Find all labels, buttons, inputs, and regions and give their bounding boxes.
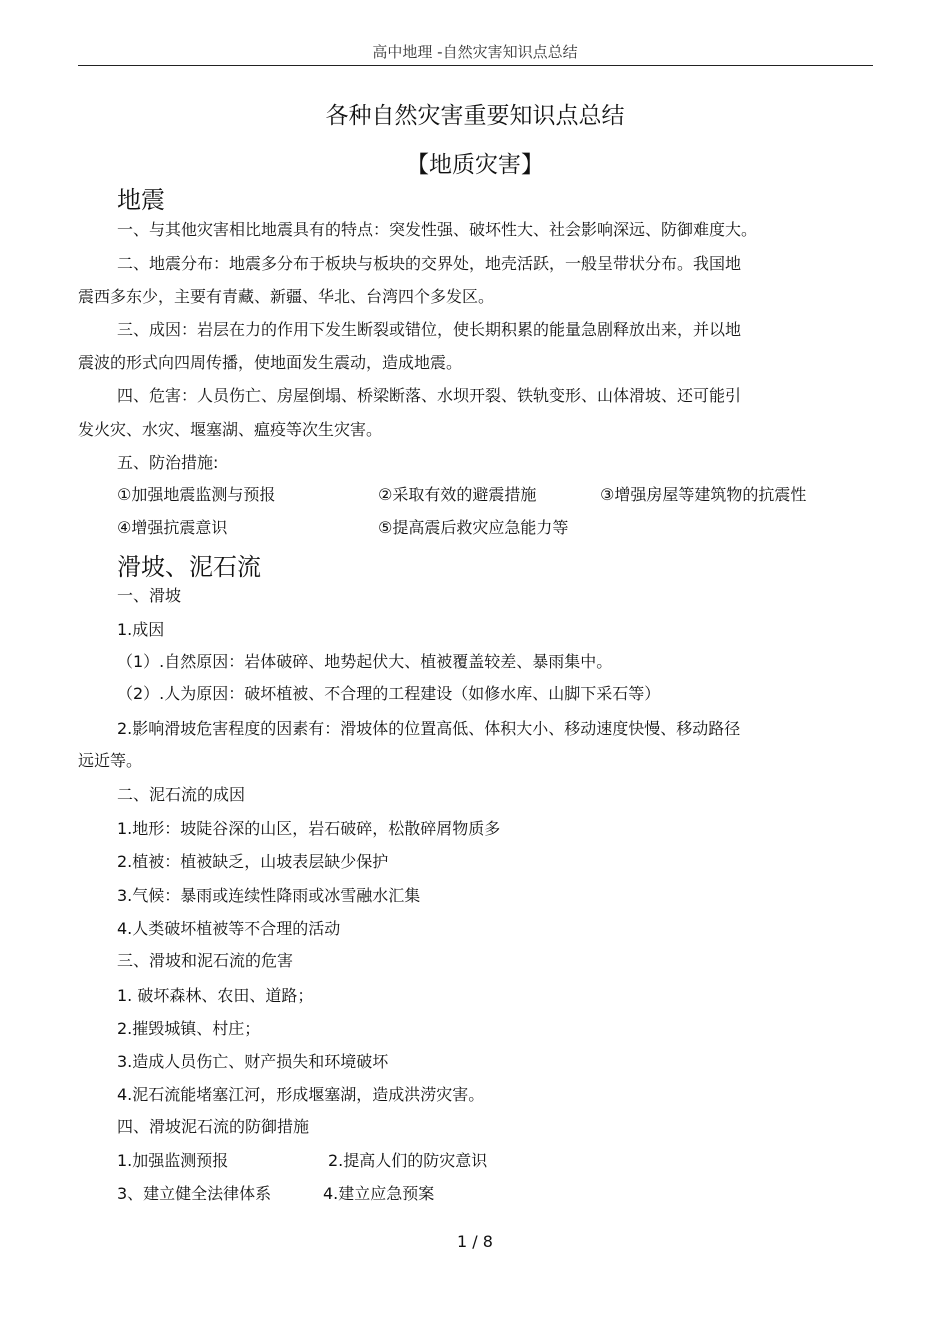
list-item: ①加强地震监测与预报 xyxy=(117,485,276,504)
paragraph: 二、地震分布：地震多分布于板块与板块的交界处，地壳活跃，一般呈带状分布。我国地 xyxy=(117,254,742,273)
paragraph: 一、滑坡 xyxy=(117,586,182,605)
page-number: 1 / 8 xyxy=(457,1232,493,1251)
paragraph: 震波的形式向四周传播，使地面发生震动，造成地震。 xyxy=(78,353,463,372)
heading-landslide: 滑坡、泥石流 xyxy=(117,553,261,581)
list-item: 1.加强监测预报 xyxy=(117,1151,229,1170)
list-item: 1. 破坏森林、农田、道路； xyxy=(117,986,314,1005)
paragraph: 远近等。 xyxy=(78,751,143,770)
list-item: ②采取有效的避震措施 xyxy=(378,485,537,504)
paragraph: 发火灾、水灾、堰塞湖、瘟疫等次生灾害。 xyxy=(78,420,383,439)
paragraph: （2）.人为原因：破坏植被、不合理的工程建设（如修水库、山脚下采石等） xyxy=(117,684,661,703)
list-item: 3.造成人员伤亡、财产损失和环境破坏 xyxy=(117,1052,389,1071)
paragraph: 四、危害：人员伤亡、房屋倒塌、桥梁断落、水坝开裂、铁轨变形、山体滑坡、还可能引 xyxy=(117,386,742,405)
paragraph: 2.影响滑坡危害程度的因素有：滑坡体的位置高低、体积大小、移动速度快慢、移动路径 xyxy=(117,719,741,738)
list-item: 1.地形：坡陡谷深的山区，岩石破碎，松散碎屑物质多 xyxy=(117,819,501,838)
list-item: 4.泥石流能堵塞江河，形成堰塞湖，造成洪涝灾害。 xyxy=(117,1085,485,1104)
paragraph: 四、滑坡泥石流的防御措施 xyxy=(117,1117,310,1136)
paragraph: 二、泥石流的成因 xyxy=(117,785,246,804)
list-item: ⑤提高震后救灾应急能力等 xyxy=(378,518,569,537)
list-item: 2.提高人们的防灾意识 xyxy=(328,1151,488,1170)
paragraph: 1.成因 xyxy=(117,620,165,639)
header-divider xyxy=(78,65,873,66)
paragraph: 五、防治措施: xyxy=(117,453,219,472)
paragraph: 三、滑坡和泥石流的危害 xyxy=(117,951,294,970)
list-item: 4.建立应急预案 xyxy=(323,1184,435,1203)
page-header: 高中地理 -自然灾害知识点总结 xyxy=(372,43,578,61)
list-item: ④增强抗震意识 xyxy=(117,518,228,537)
heading-earthquake: 地震 xyxy=(117,186,165,214)
paragraph: 震西多东少，主要有青藏、新疆、华北、台湾四个多发区。 xyxy=(78,287,495,306)
list-item: 2.植被：植被缺乏，山坡表层缺少保护 xyxy=(117,852,389,871)
document-title: 各种自然灾害重要知识点总结 xyxy=(325,103,625,129)
paragraph: 一、与其他灾害相比地震具有的特点：突发性强、破坏性大、社会影响深远、防御难度大。 xyxy=(117,220,758,239)
list-item: 2.摧毁城镇、村庄； xyxy=(117,1019,261,1038)
paragraph: 三、成因：岩层在力的作用下发生断裂或错位，使长期积累的能量急剧释放出来，并以地 xyxy=(117,320,742,339)
list-item: 3、建立健全法律体系 xyxy=(117,1184,272,1203)
list-item: 3.气候：暴雨或连续性降雨或冰雪融水汇集 xyxy=(117,886,421,905)
paragraph: （1）.自然原因：岩体破碎、地势起伏大、植被覆盖较差、暴雨集中。 xyxy=(117,652,613,671)
list-item: 4.人类破坏植被等不合理的活动 xyxy=(117,919,341,938)
section-title: 【地质灾害】 xyxy=(406,152,544,178)
list-item: ③增强房屋等建筑物的抗震性 xyxy=(600,485,807,504)
